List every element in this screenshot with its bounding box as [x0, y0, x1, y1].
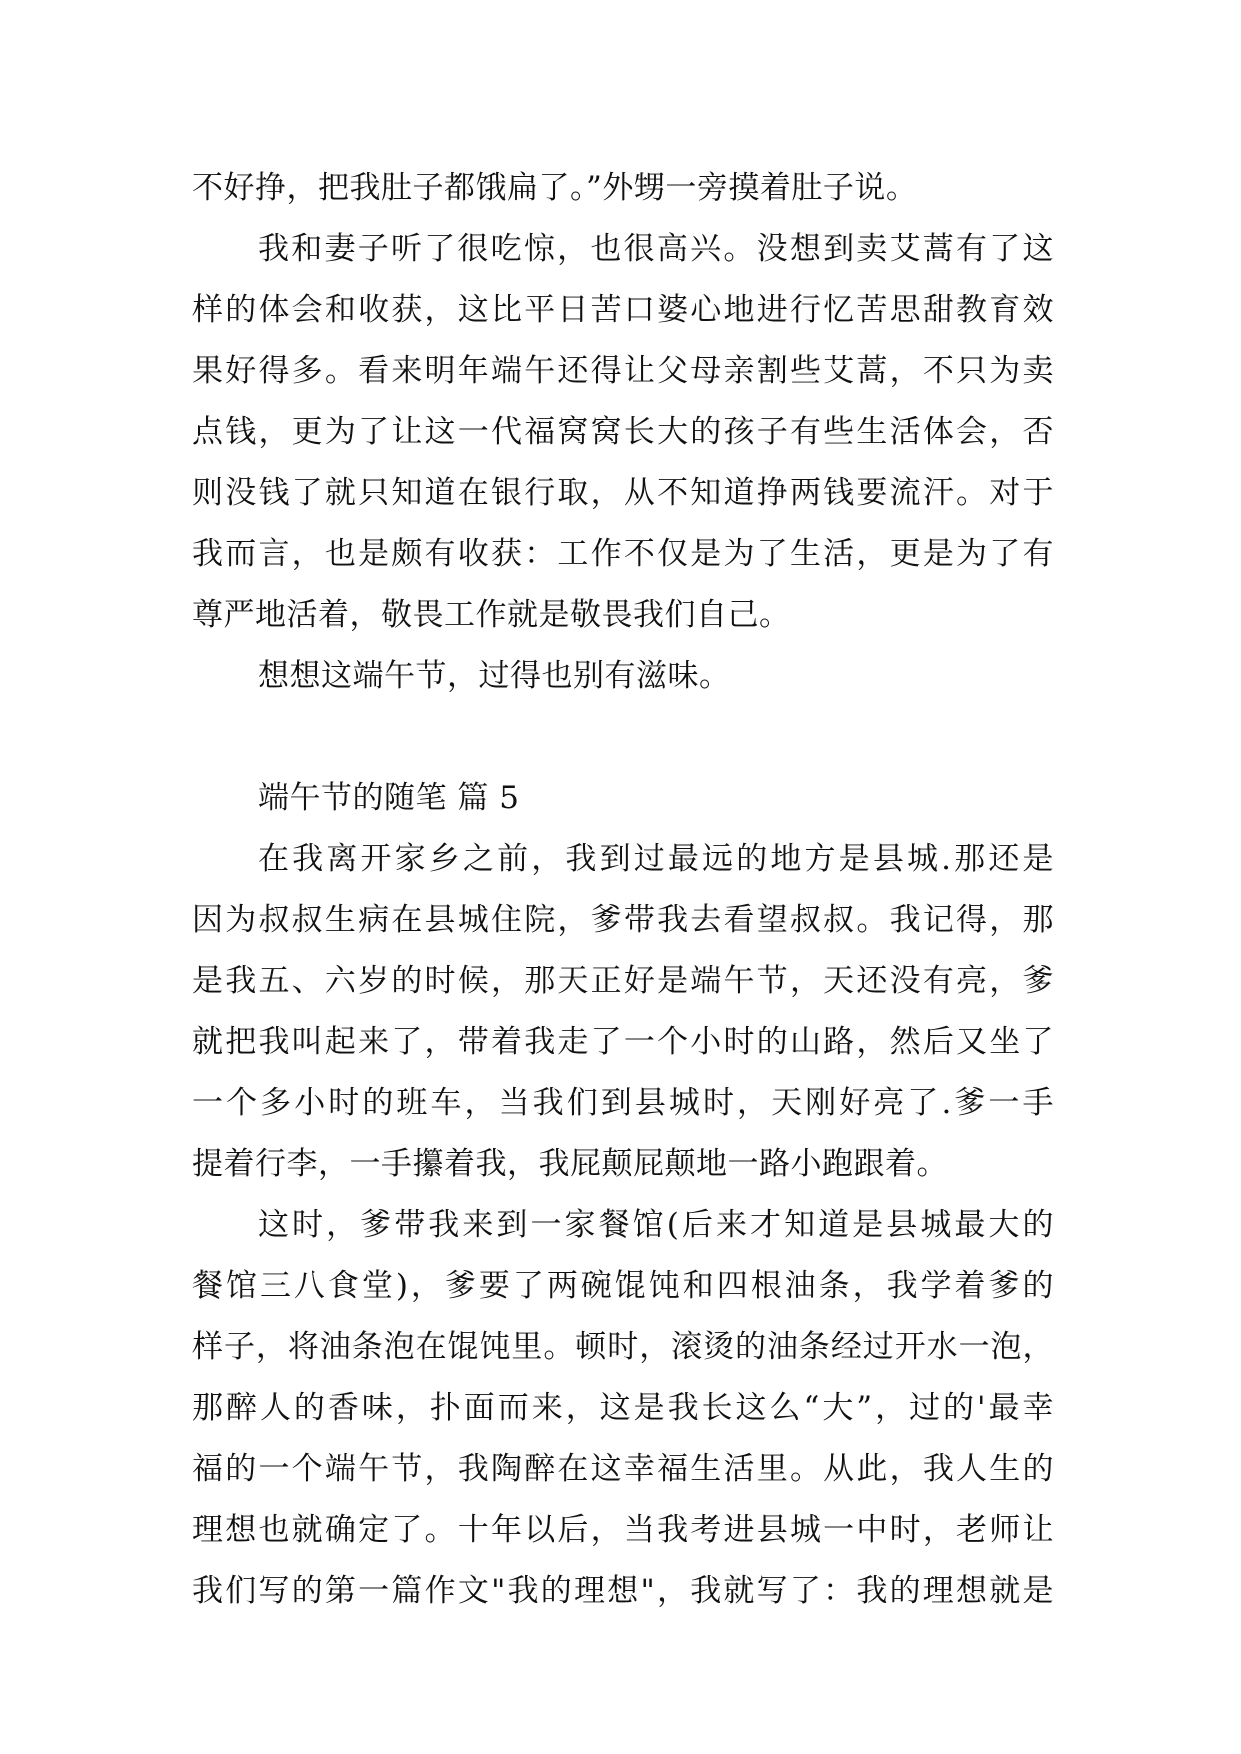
paragraph	[192, 219, 1054, 646]
text-line: 这时，爹带我来到一家餐馆(后来才知道是县城最大的	[258, 1207, 1054, 1243]
paragraph	[192, 646, 1054, 707]
text-line: 我和妻子听了很吃惊，也很高兴。没想到卖艾蒿有了这	[258, 231, 1054, 267]
text-line: 我们写的第一篇作文"我的理想"，我就写了：我的理想就是	[192, 1573, 1054, 1609]
text-line: 餐馆三八食堂)，爹要了两碗馄饨和四根油条，我学着爹的	[192, 1268, 1054, 1304]
text-line: 福的一个端午节，我陶醉在这幸福生活里。从此，我人生的	[192, 1451, 1054, 1487]
paragraph	[192, 1195, 1054, 1622]
text-line: 一个多小时的班车，当我们到县城时，天刚好亮了.爹一手	[192, 1085, 1054, 1121]
text-line: 不好挣，把我肚子都饿扁了。”外甥一旁摸着肚子说。	[192, 170, 918, 206]
text-line: 果好得多。看来明年端午还得让父母亲割些艾蒿，不只为卖	[192, 353, 1054, 389]
text-line: 那醉人的香味，扑面而来，这是我长这么“大”，过的'最幸	[192, 1390, 1054, 1426]
text-line: 想想这端午节，过得也别有滋味。	[258, 658, 731, 694]
section-heading: 端午节的随笔 篇 5	[258, 780, 520, 816]
text-line: 理想也就确定了。十年以后，当我考进县城一中时，老师让	[192, 1512, 1054, 1548]
text-line: 样子，将油条泡在馄饨里。顿时，滚烫的油条经过开水一泡，	[192, 1329, 1054, 1365]
blank-line	[192, 707, 1054, 768]
text-line: 样的体会和收获，这比平日苦口婆心地进行忆苦思甜教育效	[192, 292, 1054, 328]
text-line: 提着行李，一手攥着我，我屁颠屁颠地一路小跑跟着。	[192, 1146, 948, 1182]
paragraph	[192, 158, 1054, 219]
text-line: 在我离开家乡之前，我到过最远的地方是县城.那还是	[258, 841, 1054, 877]
text-line: 因为叔叔生病在县城住院，爹带我去看望叔叔。我记得，那	[192, 902, 1054, 938]
document-body	[192, 158, 1054, 1622]
text-line: 就把我叫起来了，带着我走了一个小时的山路，然后又坐了	[192, 1024, 1054, 1060]
text-line: 我而言，也是颇有收获：工作不仅是为了生活，更是为了有	[192, 536, 1054, 572]
paragraph	[192, 829, 1054, 1195]
text-line: 则没钱了就只知道在银行取，从不知道挣两钱要流汗。对于	[192, 475, 1054, 511]
text-line: 是我五、六岁的时候，那天正好是端午节，天还没有亮，爹	[192, 963, 1054, 999]
text-line: 尊严地活着，敬畏工作就是敬畏我们自己。	[192, 597, 791, 633]
text-line: 点钱，更为了让这一代福窝窝长大的孩子有些生活体会，否	[192, 414, 1054, 450]
